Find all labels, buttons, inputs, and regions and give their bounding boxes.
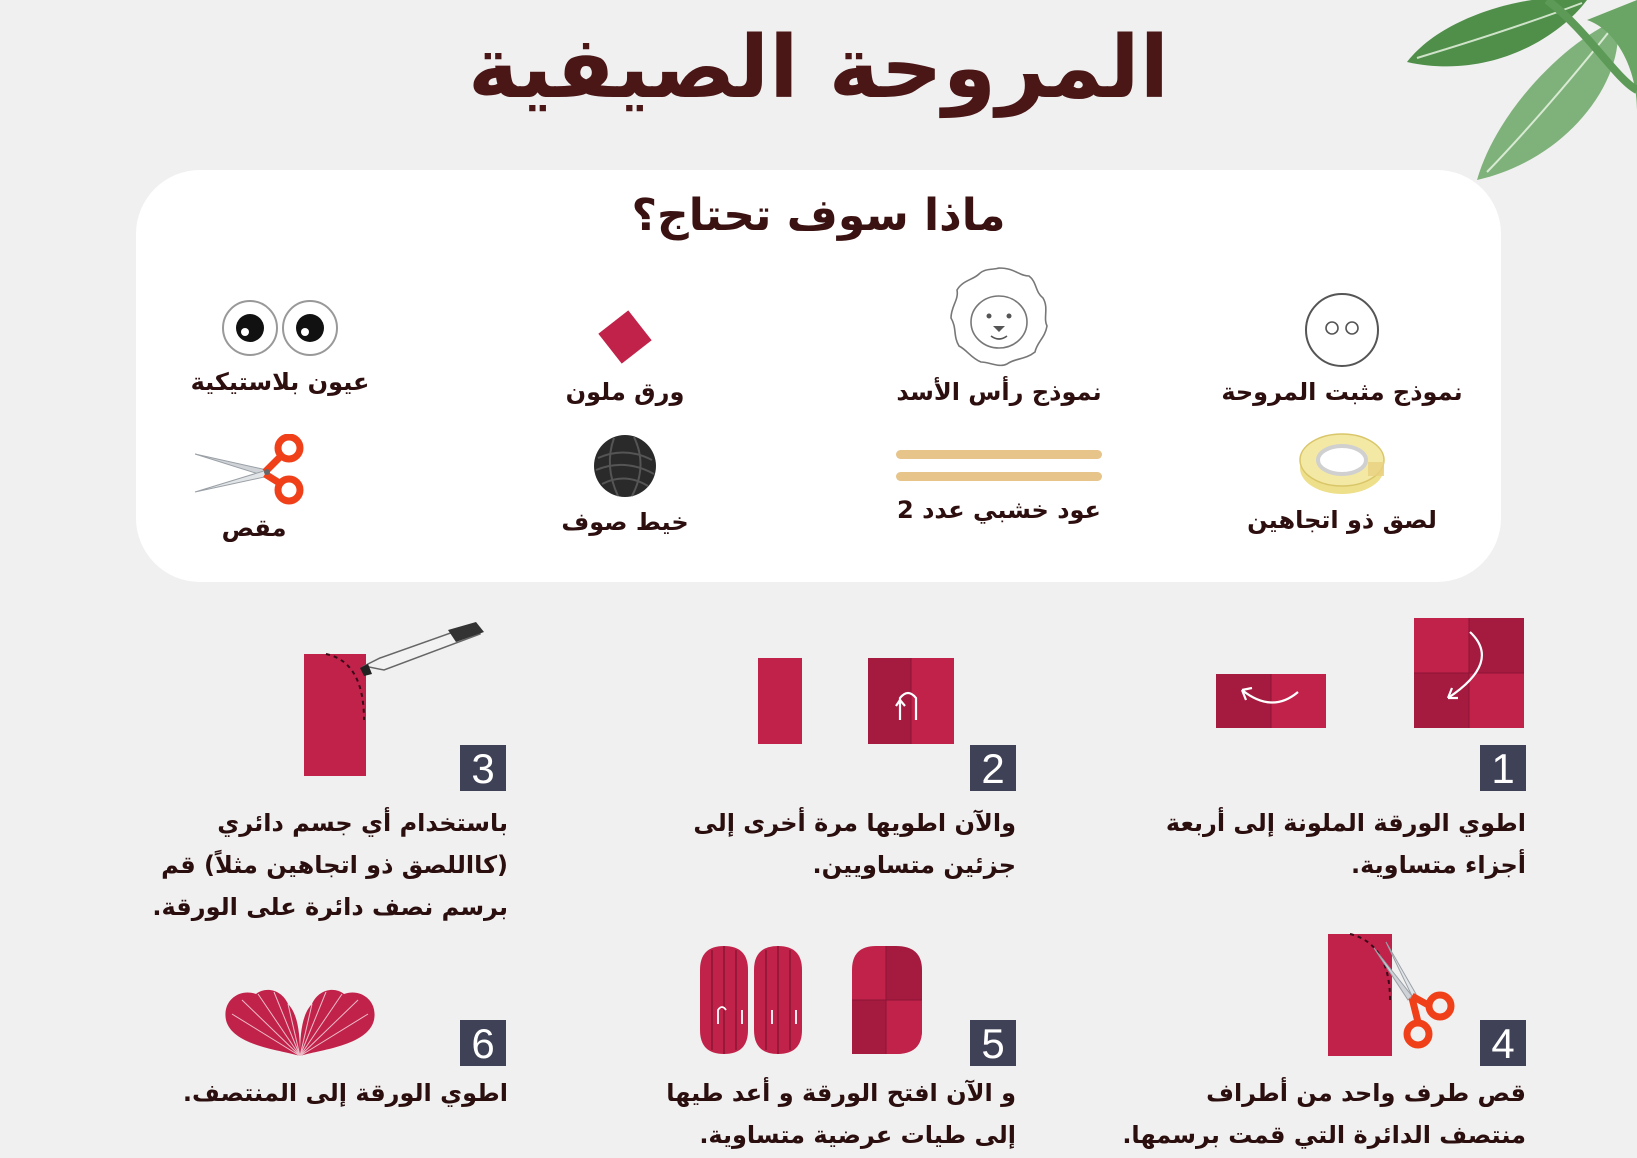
googly-eyes-icon (218, 296, 342, 360)
yarn-ball-icon (590, 432, 660, 500)
supply-label: ورق ملون (565, 378, 685, 406)
step-2-illustration (756, 656, 956, 746)
supply-label: عود خشبي عدد 2 (897, 496, 1101, 524)
step-1-illustration (1212, 618, 1528, 730)
supply-label: عيون بلاستيكية (190, 368, 370, 396)
step-3-text: باستخدام أي جسم دائري (كااللصق ذو اتجاهين مثلاً) قم برسم نصف دائرة على الورقة. (152, 809, 508, 921)
tape-icon (1294, 428, 1390, 498)
wooden-sticks-icon (894, 444, 1104, 488)
supply-yarn (495, 432, 755, 536)
supply-colored-paper (495, 308, 755, 406)
leaves-decoration (1387, 0, 1637, 190)
step-3-number: 3 (460, 745, 506, 791)
step-4-number: 4 (1480, 1020, 1526, 1066)
step-1-text: اطوي الورقة الملونة إلى أربعة أجزاء متساوية. (1165, 809, 1526, 879)
supply-label: مقص (221, 514, 287, 542)
button-template-icon (1302, 290, 1382, 370)
scissors-icon (191, 434, 317, 506)
step-5-number: 5 (970, 1020, 1016, 1066)
step-6-text: اطوي الورقة إلى المنتصف. (182, 1079, 508, 1107)
supply-label: لصق ذو اتجاهين (1247, 506, 1437, 534)
supply-label: خيط صوف (561, 508, 689, 536)
supply-scissors (124, 434, 384, 542)
supply-label: نموذج رأس الأسد (896, 378, 1102, 406)
supply-googly-eyes (150, 296, 410, 396)
supply-tape (1212, 428, 1472, 534)
step-5-illustration (696, 944, 966, 1056)
page-title: المروحة الصيفية (467, 18, 1170, 118)
supplies-title: ماذا سوف تحتاج؟ (631, 190, 1006, 241)
step-4-text: قص طرف واحد من أطراف منتصف الدائرة التي قمت برسمها. (1122, 1079, 1526, 1149)
supply-label: نموذج مثبت المروحة (1221, 378, 1463, 406)
step-2-number: 2 (970, 745, 1016, 791)
step-4-illustration (1324, 930, 1474, 1060)
step-1-number: 1 (1480, 745, 1526, 791)
supply-lion-head (869, 262, 1129, 406)
step-6-number: 6 (460, 1020, 506, 1066)
supply-button-template (1212, 290, 1472, 406)
supply-wooden-sticks (869, 444, 1129, 524)
step-2-text: والآن اطويها مرة أخرى إلى جزئين متساويين. (693, 809, 1016, 879)
lion-head-icon (945, 262, 1053, 370)
colored-paper-icon (590, 308, 660, 370)
step-6-illustration (222, 984, 378, 1060)
step-5-text: و الآن افتح الورقة و أعد طيها إلى طيات عرضية متساوية. (666, 1079, 1016, 1149)
